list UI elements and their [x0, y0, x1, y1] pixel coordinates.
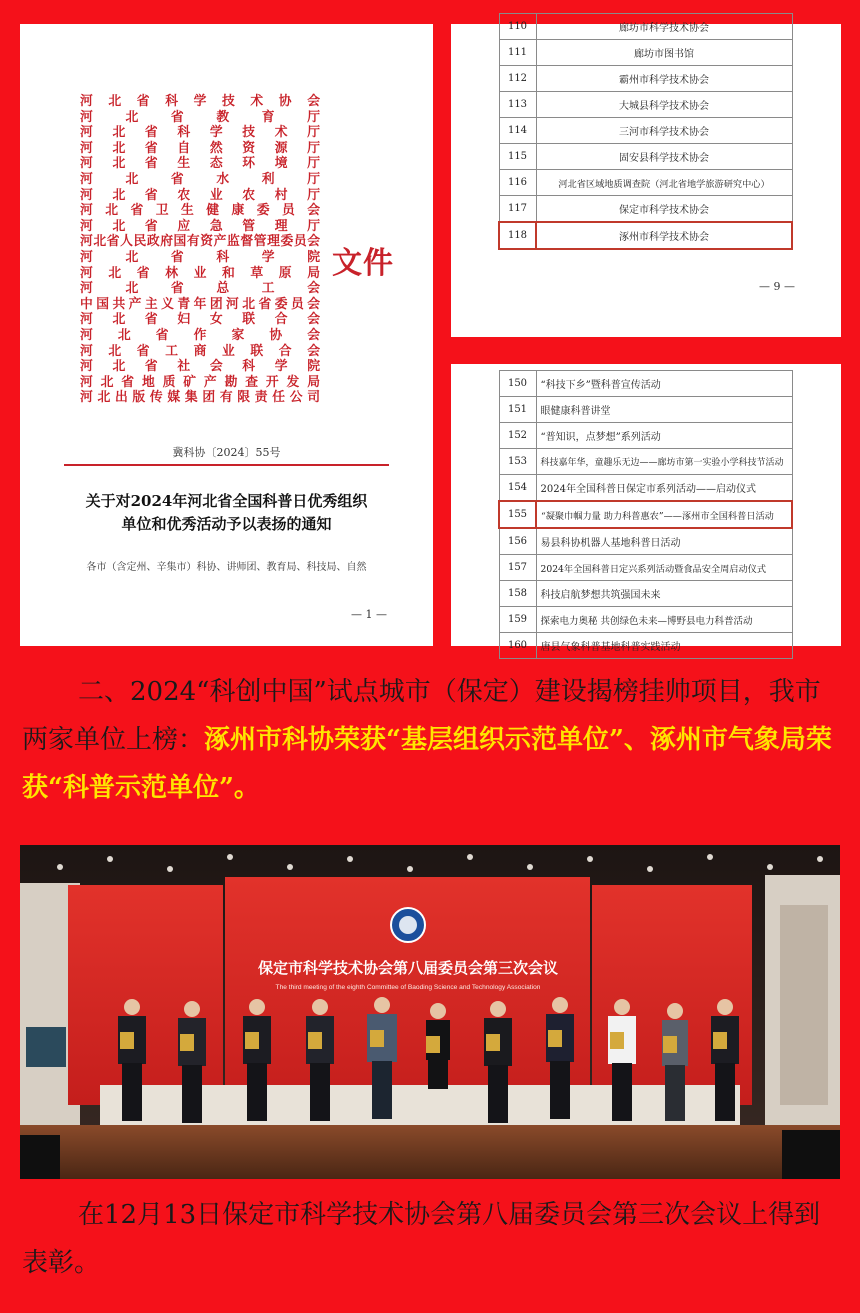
row-name: 大城县科学技术协会 [536, 92, 792, 118]
row-name: “凝聚巾帼力量 助力科普惠农”——涿州市全国科普日活动 [536, 501, 792, 528]
row-number: 116 [499, 170, 536, 196]
row-number: 118 [499, 222, 536, 249]
org-line: 河北省总工会 [80, 281, 320, 297]
paragraph-text: 在12月13日保定市科学技术协会第八届委员会第三次会议上得到表彰。 [22, 1200, 821, 1278]
document-title-line: 关于对2024年河北省全国科普日优秀组织 [85, 492, 368, 510]
row-name: 2024年全国科普日保定市系列活动——启动仪式 [536, 475, 792, 502]
row-name: 固安县科学技术协会 [536, 144, 792, 170]
row-number: 150 [499, 371, 536, 397]
table-row [499, 371, 792, 397]
document-cover-page [20, 24, 433, 646]
row-name: 河北省区域地质调查院（河北省地学旅游研究中心） [536, 170, 792, 196]
document-title-line: 单位和优秀活动予以表扬的通知 [121, 515, 332, 533]
row-name: 涿州市科学技术协会 [536, 222, 792, 249]
row-number: 155 [499, 501, 536, 528]
org-line: 河北出版传媒集团有限责任公司 [80, 390, 320, 406]
ceremony-photo-illustration [20, 845, 840, 1179]
org-line: 河北省自然资源厅 [80, 140, 320, 156]
org-line: 河北省卫生健康委员会 [80, 203, 320, 219]
row-name: 探索电力奥秘 共创绿色未来—博野县电力科普活动 [536, 607, 792, 633]
table-row [499, 66, 792, 92]
row-number: 154 [499, 475, 536, 502]
org-line: 河北省工商业联合会 [80, 343, 320, 359]
row-name: 廊坊市科学技术协会 [536, 14, 792, 40]
org-line: 河北省科学技术协会 [80, 94, 320, 109]
row-name: 科技启航梦想共筑强国未来 [536, 581, 792, 607]
table-row [499, 92, 792, 118]
org-line: 河北省妇女联合会 [80, 312, 320, 328]
row-number: 114 [499, 118, 536, 144]
award-activities-table-page [451, 364, 841, 653]
award-units-table [498, 13, 793, 250]
row-name: 保定市科学技术协会 [536, 196, 792, 223]
row-number: 111 [499, 40, 536, 66]
row-name: 易县科协机器人基地科普日活动 [536, 528, 792, 555]
table-row [499, 555, 792, 581]
row-name: 2024年全国科普日定兴系列活动暨食品安全周启动仪式 [536, 555, 792, 581]
paragraph-highlight: 涿州市科协荣获“基层组织示范单位”、涿州市气象局荣获“科普示范单位”。 [22, 725, 832, 803]
table-row-highlighted [499, 501, 792, 528]
row-name: 霸州市科学技术协会 [536, 66, 792, 92]
table-row [499, 449, 792, 475]
table-row [499, 144, 792, 170]
page-number: — 9 — [759, 280, 795, 293]
row-number: 115 [499, 144, 536, 170]
row-name: 廊坊市图书馆 [536, 40, 792, 66]
row-number: 157 [499, 555, 536, 581]
row-name: 三河市科学技术协会 [536, 118, 792, 144]
table-row [499, 118, 792, 144]
page-number: — 1 — [351, 608, 387, 621]
red-divider [64, 464, 389, 466]
banner-title-en: The third meeting of the eighth Committee of Baoding Science and Technology Association [275, 984, 541, 991]
org-line: 河北省地质矿产勘查开发局 [80, 374, 320, 390]
award-units-table-page [451, 21, 841, 337]
org-line: 河北省作家协会 [80, 327, 320, 343]
table-row [499, 397, 792, 423]
row-number: 160 [499, 633, 536, 659]
table-row [499, 607, 792, 633]
document-label: 文件 [332, 246, 394, 281]
row-name: “普知识，点梦想”系列活动 [536, 423, 792, 449]
ceremony-photo [20, 845, 840, 1179]
paragraph-text: 二、2024“科创中国”试点城市（保定）建设揭榜挂帅项目，我市两家单位上榜： [22, 677, 821, 755]
table-row [499, 528, 792, 555]
document-recipients: 各市（含定州、辛集市）科协、讲师团、教育局、科技局、自然 [86, 562, 367, 573]
org-line: 河北省林业和草原局 [80, 265, 320, 281]
row-number: 112 [499, 66, 536, 92]
row-name: 眼健康科普讲堂 [536, 397, 792, 423]
org-line: 河北省生态环境厅 [80, 156, 320, 172]
row-number: 151 [499, 397, 536, 423]
table-row [499, 170, 792, 196]
banner-title-cn: 保定市科学技术协会第八届委员会第三次会议 [257, 960, 559, 977]
row-name: 科技嘉年华，童趣乐无边——廊坊市第一实验小学科技节活动 [536, 449, 792, 475]
org-line: 河北省社会科学院 [80, 359, 320, 375]
row-number: 156 [499, 528, 536, 555]
table-row-highlighted [499, 222, 792, 249]
org-line: 河北省农业农村厅 [80, 187, 320, 203]
row-number: 152 [499, 423, 536, 449]
announcement-paragraph [22, 668, 842, 812]
document-number: 冀科协〔2024〕55号 [172, 446, 281, 459]
row-number: 159 [499, 607, 536, 633]
table-row [499, 633, 792, 659]
org-line: 河北省科学院 [80, 249, 320, 265]
table-row [499, 475, 792, 502]
table-row [499, 581, 792, 607]
org-line: 河北省水利厅 [80, 171, 320, 187]
row-number: 110 [499, 14, 536, 40]
row-number: 117 [499, 196, 536, 223]
row-number: 153 [499, 449, 536, 475]
issuing-organizations [80, 94, 320, 406]
table-row [499, 40, 792, 66]
award-activities-table [498, 370, 793, 659]
row-number: 113 [499, 92, 536, 118]
table-row [499, 196, 792, 223]
org-line: 中国共产主义青年团河北省委员会 [80, 296, 320, 312]
table-row [499, 14, 792, 40]
row-number: 158 [499, 581, 536, 607]
table-row [499, 423, 792, 449]
row-name: “科技下乡”暨科普宣传活动 [536, 371, 792, 397]
document-title [40, 490, 413, 536]
org-line: 河北省教育厅 [80, 109, 320, 125]
row-name: 唐县气象科普基地科普实践活动 [536, 633, 792, 659]
org-line: 河北省科学技术厅 [80, 125, 320, 141]
caption-paragraph [22, 1191, 842, 1287]
org-line: 河北省人民政府国有资产监督管理委员会 [80, 234, 320, 250]
org-line: 河北省应急管理厅 [80, 218, 320, 234]
